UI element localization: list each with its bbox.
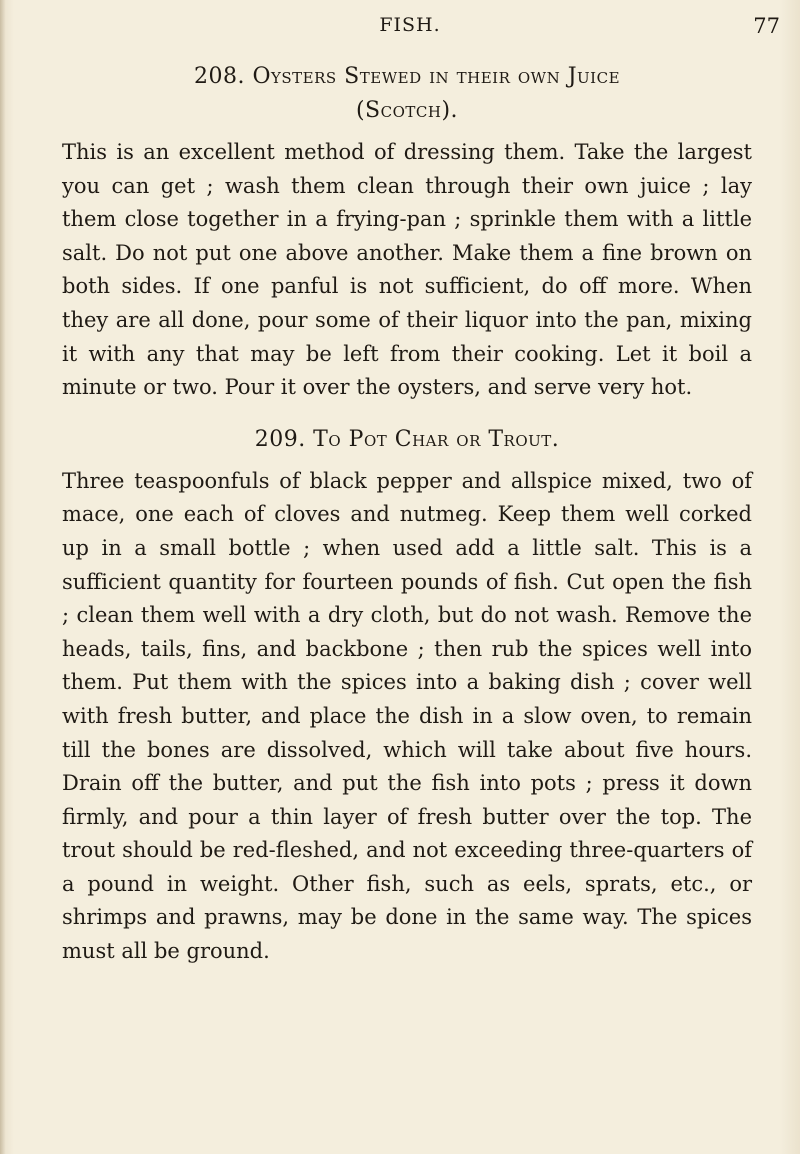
recipe-body: Three teaspoonfuls of black pepper and allspice mixed, two of mace, one each of cloves and nutmeg. Keep them well corked up in a small bottle ; when used add a little salt. This is a sufficient quantity for fourteen pounds of fish. Cut open the fish ; clean them well with a dry cloth, but do not wash. Remove the heads, tails, fins, and backbone ; then rub the spices well into them. Put them with the spices into a baking dish ; cover well with fresh butter, and place the dish in a slow oven, to remain till the bones are dissolved, which will take about five hours. Drain off the butter, and put the fish into pots ; press it down firmly, and pour a thin layer of fresh butter over the top. The trout should be red-fleshed, and not exceeding three-quarters of a pound in weight. Other fish, such as eels, sprats, etc., or shrimps and prawns, may be done in the same way. The spices must all be ground. — [62, 468, 752, 964]
page-number: 77 — [753, 14, 780, 38]
recipe-title-line: 209. To Pot Char or Trout. — [254, 426, 560, 452]
running-head: FISH. — [379, 14, 441, 36]
recipe-title — [62, 60, 752, 128]
page-spine-shadow — [0, 0, 6, 1154]
recipe-208 — [62, 60, 752, 405]
page-content — [62, 60, 752, 969]
page-header — [40, 14, 780, 44]
recipe-title-subline: (Scotch). — [355, 98, 459, 123]
recipe-title-line: 208. Oysters Stewed in their own Juice — [193, 64, 621, 89]
recipe-body: This is an excellent method of dressing them. Take the largest you can get ; wash them clean through their own juice ; lay them close together in a frying-pan ; sprinkle them with a little salt. Do not put one above another. Make them a fine brown on both sides. If one panful is not sufficient, do off more. When they are all done, pour some of their liquor into the pan, mixing it with any that may be left from their cooking. Let it boil a minute or two. Pour it over the oysters, and serve very hot. — [62, 140, 752, 400]
recipe-title — [62, 423, 752, 457]
recipe-209 — [62, 423, 752, 969]
section-gap — [62, 405, 752, 423]
